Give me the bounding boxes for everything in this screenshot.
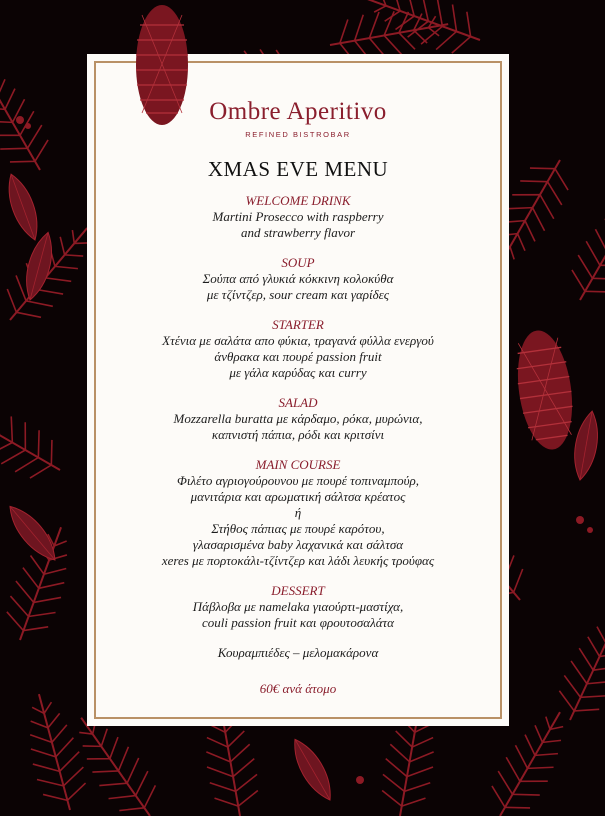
- dish-line: Mozzarella buratta με κάρδαμο, ρόκα, μυρώνια,: [173, 411, 423, 426]
- dish-line: μανιτάρια και αρωματική σάλτσα κρέατος: [190, 489, 406, 504]
- dish-line: xeres με πορτοκάλι-τζίντζερ και λάδι λευκής τρούφας: [161, 553, 435, 568]
- dish-line: με γάλα καρύδας και curry: [229, 365, 367, 380]
- menu-section: [87, 255, 509, 303]
- menu-section: [87, 317, 509, 381]
- dish-line: Σούπα από γλυκιά κόκκινη κολοκύθα: [202, 271, 394, 286]
- section-heading: STARTER: [272, 317, 324, 332]
- price-per-person: 60€ ανά άτομο: [259, 681, 337, 696]
- dish-line: Στήθος πάπιας με πουρέ καρότου,: [211, 521, 385, 536]
- dish-line: Φιλέτο αγριογούρουνου με πουρέ τοπιναμπούρ,: [176, 473, 420, 488]
- section-heading: SOUP: [281, 255, 315, 270]
- section-heading: MAIN COURSE: [255, 457, 341, 472]
- menu-section: [87, 457, 509, 569]
- dish-line: and strawberry flavor: [240, 225, 356, 240]
- menu-title: XMAS EVE MENU: [207, 157, 389, 181]
- dish-line: γλασαρισμένα baby λαχανικά και σάλτσα: [192, 537, 404, 552]
- extra-treats: Κουραμπιέδες – μελομακάρονα: [217, 645, 379, 660]
- dish-line: με τζίντζερ, sour cream και γαρίδες: [206, 287, 390, 302]
- dish-line: couli passion fruit και φρουτοσαλάτα: [201, 615, 394, 630]
- menu-section: [87, 395, 509, 443]
- section-heading: SALAD: [278, 395, 318, 410]
- brand-tagline: REFINED BISTROBAR: [245, 130, 351, 139]
- dish-line: Πάβλοβα με namelaka γιαούρτι-μαστίχα,: [192, 599, 404, 614]
- dish-line: άνθρακα και πουρέ passion fruit: [214, 349, 382, 364]
- menu-section: [87, 583, 509, 631]
- dish-line: καπνιστή πάπια, ρόδι και κριτσίνι: [211, 427, 385, 442]
- brand-logo: Ombre Aperitivo: [209, 98, 387, 125]
- section-heading: DESSERT: [271, 583, 325, 598]
- dish-line: Χτένια με σαλάτα απο φύκια, τραγανά φύλλα ενεργού: [162, 333, 434, 348]
- menu-card: [87, 54, 509, 726]
- menu-list: [87, 193, 509, 697]
- section-heading: WELCOME DRINK: [245, 193, 351, 208]
- dish-line: Martini Prosecco with raspberry: [212, 209, 384, 224]
- or-separator: ή: [294, 505, 302, 520]
- menu-section: [87, 193, 509, 241]
